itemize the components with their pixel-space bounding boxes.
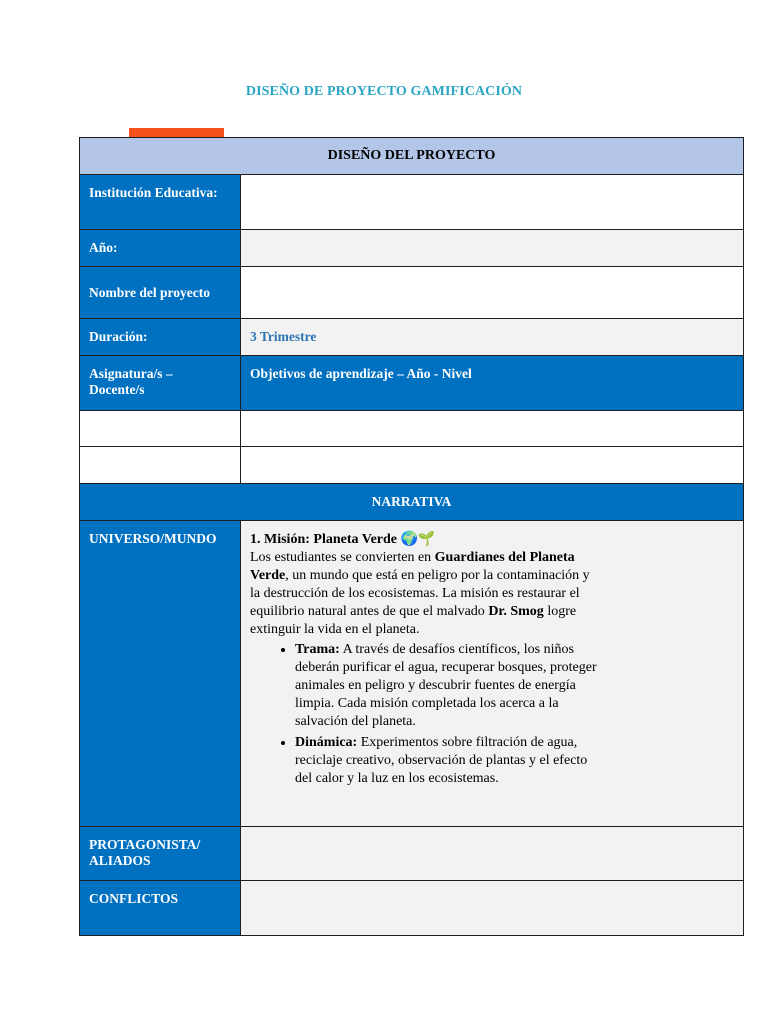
list-item-plot: • Trama: A través de desafíos científicos, los niños deberán purificar el agua, recuperar bosques, proteger animales en peligro y descubrir fuentes de energía limpia. Cada misión completada los acerca a la salvación del planeta. [295,641,603,731]
document-title: DISEÑO DE PROYECTO GAMIFICACIÓN [245,84,523,99]
mission-intro: Los estudiantes se convierten en Guardianes del Planeta Verde, un mundo que está en peligro por la contaminación y la destrucción de los ecosistemas. La misión es restaurar el equilibrio natural antes de que el malvado Dr. Smog logre extinguir la vida en el planeta. [250,550,590,637]
planet-plant-icon: 🌍🌱 [400,532,436,547]
conflicts-value[interactable] [241,881,744,936]
protagonists-label: PROTAGONISTA/ ALIADOS [80,827,241,881]
mission-title: 1. Misión: Planeta Verde 🌍🌱 [250,532,436,547]
year-value[interactable] [241,230,744,267]
protagonists-value[interactable] [241,827,744,881]
conflicts-label: CONFLICTOS [80,881,241,936]
objective-cell-2[interactable] [241,447,744,484]
universe-label: UNIVERSO/MUNDO [80,521,241,827]
year-label: Año: [80,230,241,267]
list-item-dynamics: • Dinámica: Experimentos sobre filtración de agua, reciclaje creativo, observación de plantas y el efecto del calor y la luz en los ecosistemas. [295,734,603,788]
objective-cell-1[interactable] [241,411,744,447]
project-name-value[interactable] [241,267,744,319]
project-name-label: Nombre del proyecto [80,267,241,319]
institution-label: Institución Educativa: [80,175,241,230]
narrative-header: NARRATIVA [80,484,744,521]
subject-cell-1[interactable] [80,411,241,447]
universe-content[interactable] [241,521,744,827]
subjects-label: Asignatura/s – Docente/s [80,356,241,411]
duration-label: Duración: [80,319,241,356]
subject-cell-2[interactable] [80,447,241,484]
institution-value[interactable] [241,175,744,230]
duration-value[interactable]: 3 Trimestre [250,329,317,344]
objectives-label: Objetivos de aprendizaje – Año - Nivel [241,356,744,411]
mission-details-list [250,641,603,788]
table-header: DISEÑO DEL PROYECTO [80,138,744,175]
project-design-table [79,137,744,936]
